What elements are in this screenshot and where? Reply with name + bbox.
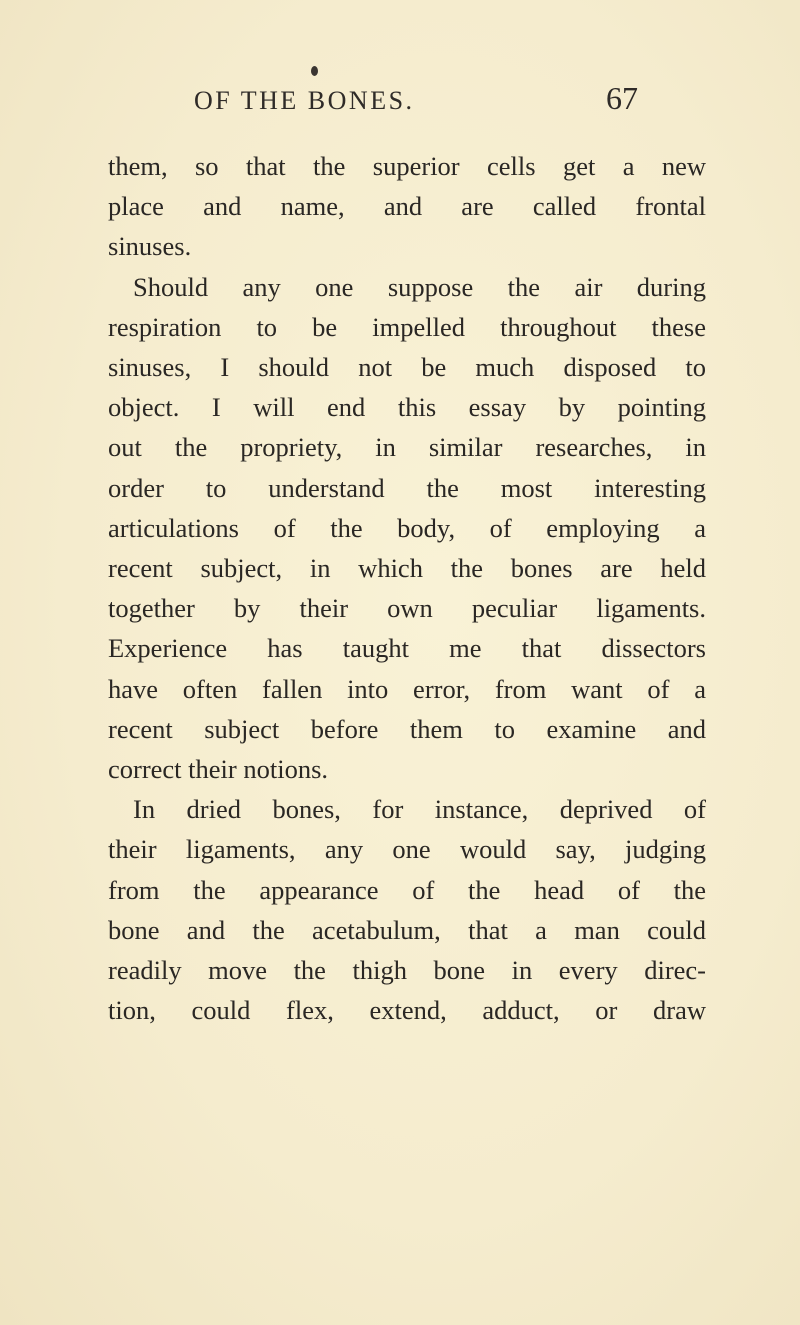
text-line: bone and the acetabulum, that a man could — [108, 914, 706, 945]
text-line: them, so that the superior cells get a new — [108, 151, 706, 181]
text-line: In dried bones, for instance, deprived of — [133, 794, 706, 825]
text-line: readily move the thigh bone in every direc- — [108, 955, 706, 986]
text-line: sinuses. — [108, 231, 192, 262]
text-line: recent subject, in which the bones are held — [108, 553, 706, 584]
printer-dot-mark — [311, 66, 318, 76]
text-line: together by their own peculiar ligaments. — [108, 593, 706, 624]
text-line: tion, could flex, extend, adduct, or draw — [108, 995, 706, 1026]
text-line: sinuses, I should not be much disposed to — [108, 352, 706, 383]
text-line: Experience has taught me that dissectors — [108, 633, 706, 664]
running-head: OF THE BONES. — [194, 86, 415, 115]
text-line: articulations of the body, of employing a — [108, 512, 706, 543]
text-line: order to understand the most interesting — [108, 472, 706, 503]
text-line: have often fallen into error, from want of a — [108, 673, 706, 704]
text-line: from the appearance of the head of the — [108, 874, 706, 905]
paragraph-1 — [108, 146, 706, 267]
text-line: recent subject before them to examine and — [108, 713, 706, 744]
body-text — [108, 146, 706, 1030]
paragraph-2 — [108, 267, 706, 790]
text-line: object. I will end this essay by pointing — [108, 392, 706, 423]
text-line: place and name, and are called frontal — [108, 191, 706, 222]
text-line: correct their notions. — [108, 754, 329, 785]
paragraph-3 — [108, 789, 706, 1030]
text-line: their ligaments, any one would say, judging — [108, 834, 706, 865]
text-line: respiration to be impelled throughout these — [108, 311, 706, 342]
page-number: 67 — [606, 80, 638, 116]
text-line: Should any one suppose the air during — [133, 271, 706, 302]
text-line: out the propriety, in similar researches, in — [108, 432, 706, 463]
